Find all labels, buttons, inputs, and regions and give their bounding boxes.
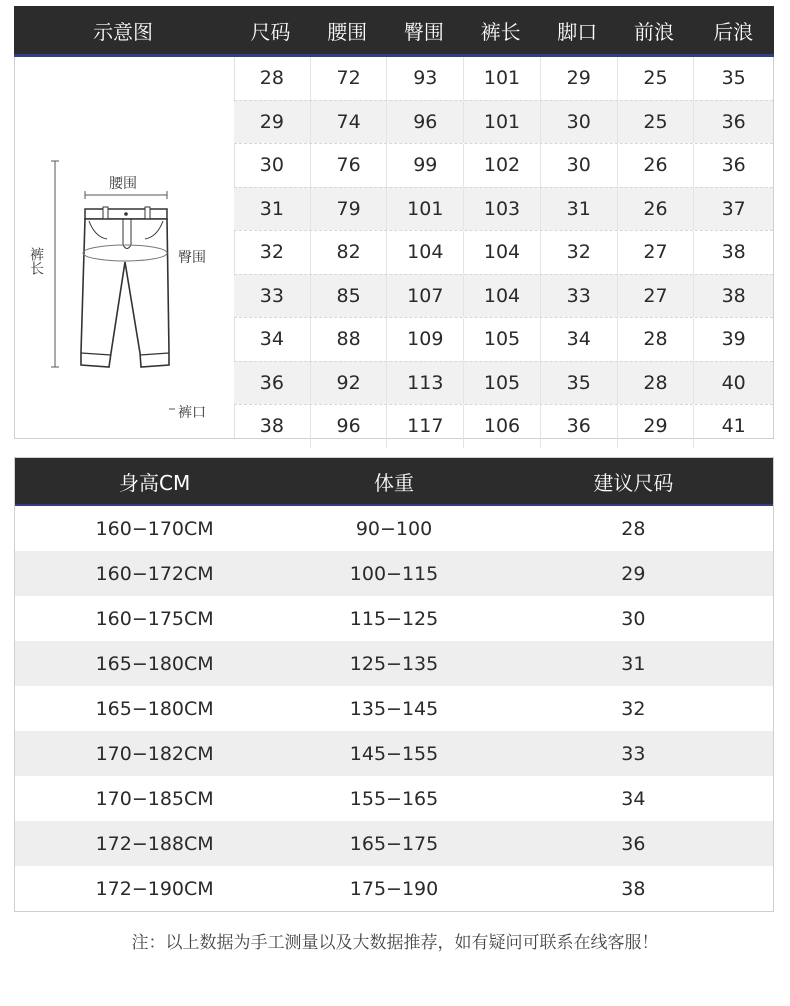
size-cell: 36: [721, 110, 746, 133]
size-cell: 35: [721, 67, 746, 90]
size-row: [234, 57, 773, 100]
recommend-cell: 38: [621, 877, 646, 900]
header-size: 尺码: [250, 19, 291, 44]
recommend-cell: 172−188CM: [95, 832, 214, 855]
footnote: 注：以上数据为手工测量以及大数据推荐，如有疑问可联系在线客服！: [131, 933, 659, 953]
size-cell: 28: [618, 362, 695, 405]
recommend-cell: 145−155: [349, 742, 439, 765]
hip-label: 臀围: [178, 250, 206, 266]
size-cell: 104: [464, 275, 541, 318]
size-cell: 39: [721, 328, 746, 351]
size-cell: 29: [618, 405, 695, 448]
size-cell: 92: [311, 362, 388, 405]
size-cell: 85: [311, 275, 388, 318]
size-cell: 88: [311, 318, 388, 361]
size-cell: 37: [721, 197, 746, 220]
size-cell: 28: [234, 57, 311, 100]
size-cell: 32: [541, 231, 618, 274]
recommend-cell: 31: [621, 652, 646, 675]
recommend-row: [15, 506, 773, 551]
size-cell: 107: [387, 275, 464, 318]
size-cell: 38: [721, 284, 746, 307]
size-cell: 113: [387, 362, 464, 405]
recommend-row: [15, 686, 773, 731]
size-cell: 36: [721, 154, 746, 177]
size-cell: 40: [721, 371, 746, 394]
recommend-cell: 28: [621, 517, 646, 540]
recommend-row: [15, 821, 773, 866]
size-cell: 30: [541, 101, 618, 144]
size-cell: 101: [464, 57, 541, 100]
recommend-cell: 172−190CM: [95, 877, 214, 900]
header-front-rise: 前浪: [634, 19, 674, 44]
pants-outline-icon: [15, 57, 234, 438]
size-cell: 26: [618, 188, 695, 231]
size-cell: 30: [234, 144, 311, 187]
size-row: [234, 100, 773, 144]
size-cell: 27: [618, 231, 695, 274]
size-cell: 29: [234, 101, 311, 144]
size-cell: 25: [618, 101, 695, 144]
size-cell: 103: [464, 188, 541, 231]
header-diagram: 示意图: [93, 19, 154, 44]
recommend-cell: 33: [621, 742, 646, 765]
recommend-row: [15, 551, 773, 596]
size-cell: 25: [618, 57, 695, 100]
size-row: [234, 187, 773, 231]
recommend-cell: 32: [621, 697, 646, 720]
size-cell: 33: [234, 275, 311, 318]
size-data-area: [234, 57, 773, 438]
header-back-rise: 后浪: [713, 19, 754, 44]
recommend-cell: 115−125: [349, 607, 439, 630]
size-cell: 79: [311, 188, 388, 231]
recommend-row: [15, 596, 773, 641]
size-cell: 38: [234, 405, 311, 448]
size-cell: 102: [464, 144, 541, 187]
size-cell: 28: [618, 318, 695, 361]
size-cell: 105: [464, 362, 541, 405]
recommend-cell: 125−135: [349, 652, 439, 675]
recommend-cell: 165−180CM: [95, 697, 214, 720]
size-cell: 33: [541, 275, 618, 318]
recommend-row: [15, 731, 773, 776]
size-cell: 36: [541, 405, 618, 448]
recommend-cell: 170−185CM: [95, 787, 214, 810]
size-cell: 36: [234, 362, 311, 405]
size-row: [234, 361, 773, 405]
recommend-cell: 34: [621, 787, 646, 810]
size-cell: 105: [464, 318, 541, 361]
recommend-cell: 165−175: [349, 832, 439, 855]
size-row: [234, 317, 773, 361]
size-cell: 104: [464, 231, 541, 274]
size-cell: 96: [311, 405, 388, 448]
size-cell: 99: [387, 144, 464, 187]
recommend-cell: 160−172CM: [95, 562, 214, 585]
hem-label: 裤口: [178, 405, 206, 421]
header-recommended-size: 建议尺码: [593, 470, 674, 495]
size-cell: 106: [464, 405, 541, 448]
size-cell: 109: [387, 318, 464, 361]
recommend-cell: 100−115: [349, 562, 439, 585]
header-weight: 体重: [374, 470, 414, 495]
recommend-table: [14, 457, 774, 912]
size-cell: 74: [311, 101, 388, 144]
recommend-cell: 165−180CM: [95, 652, 214, 675]
size-row: [234, 230, 773, 274]
recommend-cell: 155−165: [349, 787, 439, 810]
size-cell: 72: [311, 57, 388, 100]
header-length: 裤长: [480, 19, 521, 44]
size-cell: 34: [234, 318, 311, 361]
size-cell: 101: [464, 101, 541, 144]
size-cell: 93: [387, 57, 464, 100]
size-cell: 82: [311, 231, 388, 274]
size-cell: 104: [387, 231, 464, 274]
size-row: [234, 143, 773, 187]
header-height: 身高CM: [119, 470, 191, 495]
size-table-body: [14, 57, 774, 439]
pants-diagram: [15, 57, 235, 438]
recommend-row: [15, 776, 773, 821]
length-label: 裤长: [28, 247, 44, 275]
recommend-cell: 29: [621, 562, 646, 585]
size-table: [14, 6, 774, 439]
recommend-table-header: [15, 458, 773, 506]
size-cell: 38: [721, 241, 746, 264]
size-cell: 31: [234, 188, 311, 231]
recommend-cell: 175−190: [349, 877, 439, 900]
size-cell: 101: [387, 188, 464, 231]
recommend-row: [15, 641, 773, 686]
recommend-cell: 36: [621, 832, 646, 855]
header-waist: 腰围: [327, 19, 368, 44]
size-cell: 29: [541, 57, 618, 100]
recommend-row: [15, 866, 773, 911]
recommend-cell: 90−100: [355, 517, 433, 540]
recommend-cell: 160−175CM: [95, 607, 214, 630]
size-table-header: [14, 6, 774, 57]
size-cell: 27: [618, 275, 695, 318]
waist-label: 腰围: [109, 176, 137, 192]
size-row: [234, 274, 773, 318]
size-cell: 96: [387, 101, 464, 144]
recommend-cell: 160−170CM: [95, 517, 214, 540]
size-cell: 26: [618, 144, 695, 187]
size-cell: 117: [387, 405, 464, 448]
recommend-cell: 170−182CM: [95, 742, 214, 765]
size-row: [234, 404, 773, 448]
recommend-cell: 135−145: [349, 697, 439, 720]
size-cell: 41: [721, 415, 746, 438]
size-cell: 34: [541, 318, 618, 361]
recommend-rows: [15, 506, 773, 911]
recommend-cell: 30: [621, 607, 646, 630]
header-hip: 臀围: [403, 19, 444, 44]
size-cell: 76: [311, 144, 388, 187]
size-cell: 31: [541, 188, 618, 231]
size-cell: 35: [541, 362, 618, 405]
size-cell: 30: [541, 144, 618, 187]
header-hem: 脚口: [557, 19, 598, 44]
size-cell: 32: [234, 231, 311, 274]
